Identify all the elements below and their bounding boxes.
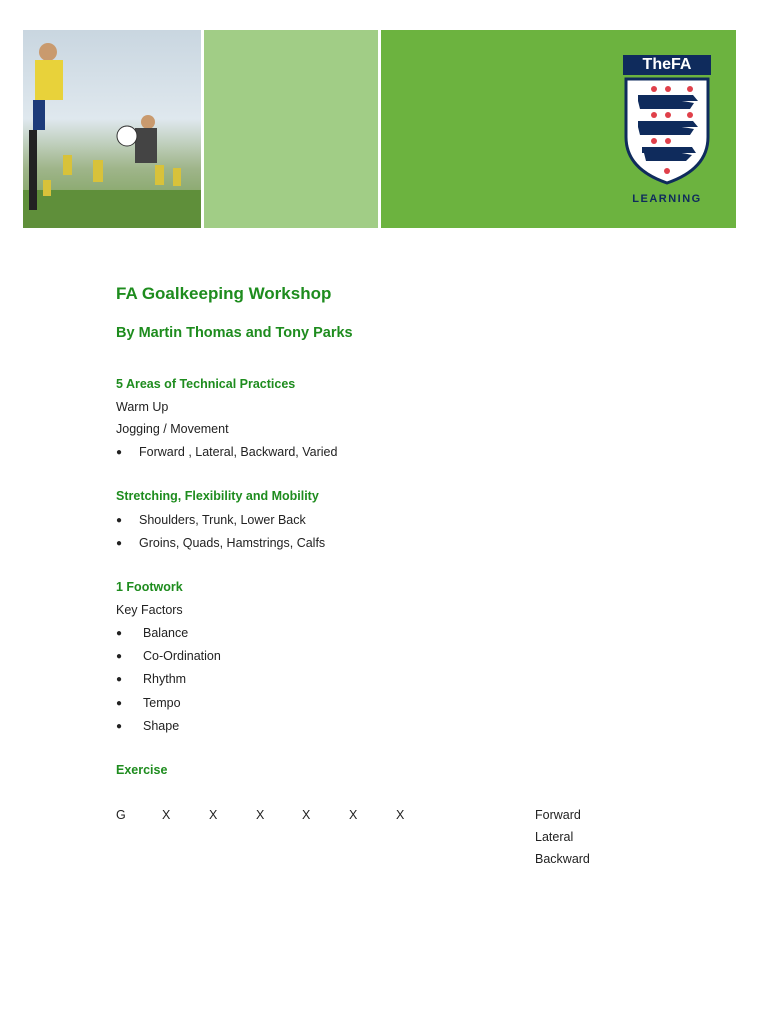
bullet-icon: ● xyxy=(116,447,123,458)
exercise-player: X xyxy=(302,808,311,822)
players-illustration xyxy=(23,30,201,228)
text-line: Key Factors xyxy=(116,603,183,617)
bullet-icon: ● xyxy=(116,515,123,526)
bullet-item: Groins, Quads, Hamstrings, Calfs xyxy=(139,536,326,550)
bullet-item: Shoulders, Trunk, Lower Back xyxy=(139,513,306,527)
bullet-item: Forward , Lateral, Backward, Varied xyxy=(139,445,338,459)
section-heading: Exercise xyxy=(116,763,168,777)
banner-light-panel xyxy=(204,30,378,228)
bullet-icon: ● xyxy=(116,538,123,549)
bullet-icon: ● xyxy=(116,674,123,685)
authors: By Martin Thomas and Tony Parks xyxy=(116,325,353,341)
goalkeeper-training-photo xyxy=(23,30,201,228)
section-heading: 5 Areas of Technical Practices xyxy=(116,377,296,391)
bullet-icon: ● xyxy=(116,721,123,732)
bullet-item: Rhythm xyxy=(143,672,187,686)
direction-label: Forward xyxy=(535,808,581,822)
exercise-player: X xyxy=(209,808,218,822)
fa-logo-text: TheFA xyxy=(623,55,711,75)
direction-label: Backward xyxy=(535,852,590,866)
exercise-player: X xyxy=(349,808,358,822)
bullet-item: Shape xyxy=(143,719,180,733)
page-title: FA Goalkeeping Workshop xyxy=(116,284,332,303)
section-heading: Stretching, Flexibility and Mobility xyxy=(116,489,319,503)
three-lions-crest-icon xyxy=(624,77,710,185)
exercise-player: X xyxy=(256,808,265,822)
text-line: Warm Up xyxy=(116,400,169,414)
text-line: Jogging / Movement xyxy=(116,422,229,436)
bullet-icon: ● xyxy=(116,651,123,662)
fa-logo-subtitle: LEARNING xyxy=(632,193,702,205)
section-heading: 1 Footwork xyxy=(116,580,183,594)
bullet-item: Co-Ordination xyxy=(143,649,221,663)
bullet-item: Balance xyxy=(143,626,189,640)
bullet-item: Tempo xyxy=(143,696,181,710)
bullet-icon: ● xyxy=(116,698,123,709)
bullet-icon: ● xyxy=(116,628,123,639)
exercise-player: X xyxy=(162,808,171,822)
exercise-player: X xyxy=(396,808,405,822)
direction-label: Lateral xyxy=(535,830,574,844)
exercise-goalkeeper: G xyxy=(116,808,126,822)
